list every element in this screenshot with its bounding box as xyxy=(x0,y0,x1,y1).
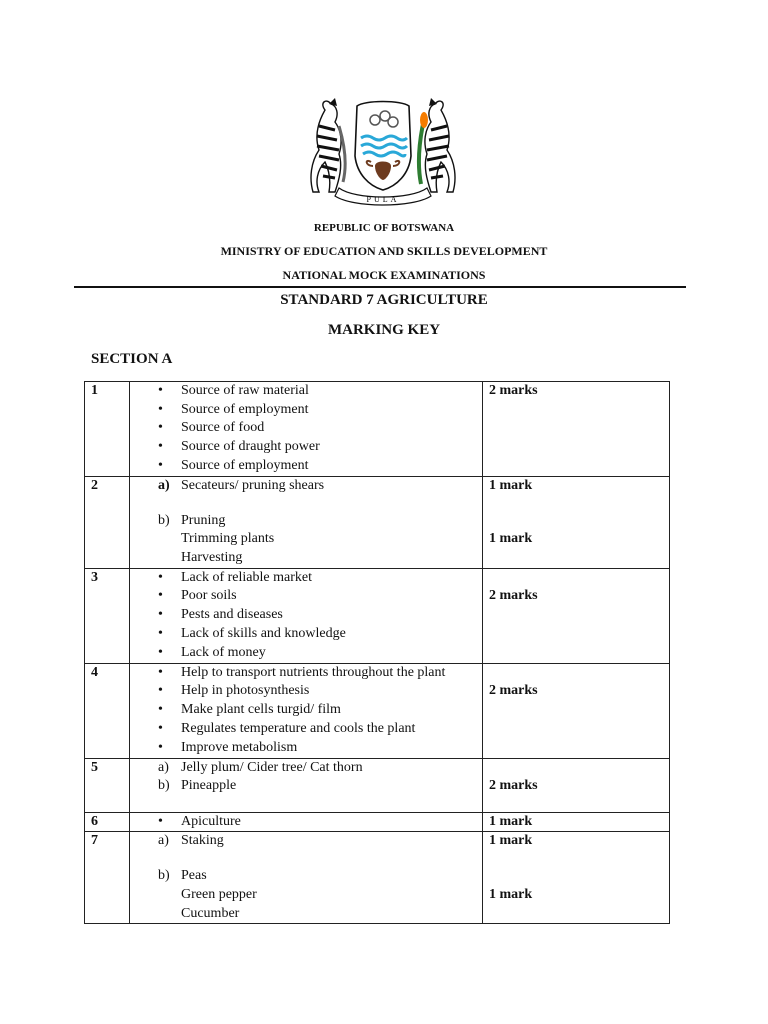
part-label: a) xyxy=(158,833,169,849)
answer-item: Jelly plum/ Cider tree/ Cat thorn xyxy=(181,759,363,775)
table-row xyxy=(85,663,670,758)
answer-item: Lack of money xyxy=(181,644,266,660)
answer-item: Apiculture xyxy=(181,813,241,829)
mark-value: 1 mark xyxy=(489,833,533,849)
question-number: 1 xyxy=(85,382,130,477)
bullet-icon: • xyxy=(158,739,163,755)
question-number: 6 xyxy=(85,812,130,832)
marking-key-table xyxy=(84,381,670,924)
answer-cell xyxy=(130,832,483,924)
table-row xyxy=(85,758,670,812)
mark-cell xyxy=(483,663,670,758)
answer-cell xyxy=(130,382,483,477)
table-row xyxy=(85,568,670,663)
question-number: 7 xyxy=(85,832,130,924)
question-number: 5 xyxy=(85,758,130,812)
mark-value: 1 mark xyxy=(489,813,533,829)
bullet-icon: • xyxy=(158,457,163,473)
answer-cell xyxy=(130,663,483,758)
table-row xyxy=(85,382,670,477)
answer-item: Green pepper xyxy=(181,886,257,902)
mark-cell xyxy=(483,758,670,812)
answer-item: Source of employment xyxy=(181,457,309,473)
bullet-icon: • xyxy=(158,625,163,641)
part-label: a) xyxy=(158,478,170,493)
mark-value: 2 marks xyxy=(489,587,538,603)
bullet-icon: • xyxy=(158,720,163,736)
part-label: a) xyxy=(158,759,169,775)
page-subtitle: MARKING KEY xyxy=(327,322,441,338)
page-title: STANDARD 7 AGRICULTURE xyxy=(280,292,488,308)
question-number: 4 xyxy=(85,663,130,758)
answer-item: Improve metabolism xyxy=(181,739,298,755)
answer-item: Help in photosynthesis xyxy=(181,683,310,699)
answer-item: Pests and diseases xyxy=(181,607,283,623)
bullet-icon: • xyxy=(158,383,163,398)
table-row xyxy=(85,812,670,832)
answer-item: Trimming plants xyxy=(181,531,275,547)
crest-motto: PULA xyxy=(366,195,400,204)
mark-value: 1 mark xyxy=(489,531,533,547)
bullet-icon: • xyxy=(158,607,163,623)
bullet-icon: • xyxy=(158,401,163,417)
part-label: b) xyxy=(158,868,170,884)
right-zebra-icon xyxy=(425,98,455,192)
answer-item: Staking xyxy=(181,833,224,849)
table-row xyxy=(85,477,670,569)
mark-cell xyxy=(483,477,670,569)
mark-cell xyxy=(483,832,670,924)
mark-value: 1 mark xyxy=(489,886,533,902)
answer-item: Peas xyxy=(181,868,207,884)
answer-cell xyxy=(130,477,483,569)
answer-item: Lack of skills and knowledge xyxy=(181,625,346,641)
left-zebra-icon xyxy=(311,98,341,192)
mark-value: 2 marks xyxy=(489,682,538,698)
answer-item: Source of draught power xyxy=(181,439,320,455)
mark-cell xyxy=(483,382,670,477)
bullet-icon: • xyxy=(158,588,163,604)
header-divider xyxy=(74,286,686,288)
mark-cell xyxy=(483,568,670,663)
question-number: 3 xyxy=(85,568,130,663)
answer-item: Harvesting xyxy=(181,550,243,566)
coat-of-arms-logo xyxy=(305,96,461,208)
republic-heading: REPUBLIC OF BOTSWANA xyxy=(313,222,455,234)
answer-item: Pruning xyxy=(181,512,226,528)
mark-value: 2 marks xyxy=(489,383,538,398)
mark-cell xyxy=(483,812,670,832)
answer-item: Source of raw material xyxy=(181,383,309,398)
question-number: 2 xyxy=(85,477,130,569)
table-row xyxy=(85,832,670,924)
answer-item: Poor soils xyxy=(181,588,237,604)
answer-cell xyxy=(130,568,483,663)
ministry-heading: MINISTRY OF EDUCATION AND SKILLS DEVELOPMENT xyxy=(220,244,548,258)
answer-item: Secateurs/ pruning shears xyxy=(181,478,325,493)
mark-value: 1 mark xyxy=(489,478,533,493)
bullet-icon: • xyxy=(158,420,163,436)
shield-icon xyxy=(355,102,411,191)
bullet-icon: • xyxy=(158,813,163,829)
bullet-icon: • xyxy=(158,702,163,718)
answer-item: Pineapple xyxy=(181,778,237,794)
bullet-icon: • xyxy=(158,683,163,699)
answer-item: Help to transport nutrients throughout the plant xyxy=(181,664,446,680)
answer-item: Lack of reliable market xyxy=(181,569,312,585)
part-label: b) xyxy=(158,512,170,528)
answer-item: Make plant cells turgid/ film xyxy=(181,702,341,718)
answer-item: Regulates temperature and cools the plant xyxy=(181,720,416,736)
answer-item: Source of food xyxy=(181,420,265,436)
bullet-icon: • xyxy=(158,569,163,585)
bullet-icon: • xyxy=(158,439,163,455)
part-label: b) xyxy=(158,778,170,794)
bullet-icon: • xyxy=(158,664,163,680)
answer-cell xyxy=(130,812,483,832)
section-heading: SECTION A xyxy=(91,351,173,367)
mark-value: 2 marks xyxy=(489,777,538,793)
bullet-icon: • xyxy=(158,644,163,660)
answer-item: Cucumber xyxy=(181,905,240,921)
answer-item: Source of employment xyxy=(181,401,309,417)
answer-cell xyxy=(130,758,483,812)
exam-heading: NATIONAL MOCK EXAMINATIONS xyxy=(282,268,486,282)
